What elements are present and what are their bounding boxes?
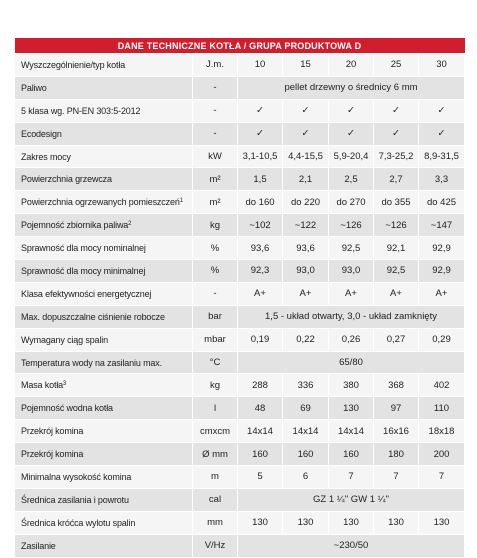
- row-unit: mm: [193, 511, 238, 534]
- row-value: do 270: [329, 191, 374, 214]
- row-value: A+: [238, 282, 283, 305]
- row-value: 69: [283, 397, 329, 420]
- row-label-text: Średnica zasilania i powrotu: [21, 494, 129, 505]
- row-value: 0,22: [283, 328, 329, 351]
- row-value: 3,3: [419, 168, 465, 191]
- row-unit: bar: [193, 305, 238, 328]
- row-value: ✓: [283, 99, 329, 122]
- row-value: 180: [374, 443, 419, 466]
- row-shared-value: 65/80: [238, 351, 465, 374]
- row-label-text: Klasa efektywności energetycznej: [21, 288, 152, 299]
- row-value: ✓: [419, 99, 465, 122]
- row-value: 4,4-15,5: [283, 145, 329, 168]
- row-unit: kg: [193, 374, 238, 397]
- row-value: 14x14: [283, 420, 329, 443]
- row-label-text: Ecodesign: [21, 128, 62, 139]
- row-label-text: Wymagany ciąg spalin: [21, 334, 108, 345]
- row-value: ✓: [283, 122, 329, 145]
- row-value: 16x16: [374, 420, 419, 443]
- row-label: [15, 397, 193, 420]
- row-label: [15, 534, 193, 557]
- row-label: [15, 122, 193, 145]
- row-label: [15, 237, 193, 260]
- row-value: 5: [238, 466, 283, 489]
- table-row: [15, 466, 465, 489]
- row-value: 2,7: [374, 168, 419, 191]
- table-row: [15, 511, 465, 534]
- row-value: 7: [329, 466, 374, 489]
- row-value: 2,5: [329, 168, 374, 191]
- row-value: 30: [419, 54, 465, 77]
- row-value: 48: [238, 397, 283, 420]
- row-unit: °C: [193, 351, 238, 374]
- table-row: [15, 122, 465, 145]
- row-value: 92,9: [419, 260, 465, 283]
- row-unit: %: [193, 237, 238, 260]
- row-value: 15: [283, 54, 329, 77]
- row-label: [15, 420, 193, 443]
- row-label: [15, 282, 193, 305]
- row-value: 93,6: [283, 237, 329, 260]
- row-label-text: Przekrój komina: [21, 449, 84, 460]
- table-row: [15, 282, 465, 305]
- row-value: 130: [329, 397, 374, 420]
- row-value: 160: [329, 443, 374, 466]
- row-shared-value: 1,5 - układ otwarty, 3,0 - układ zamknięty: [238, 305, 465, 328]
- row-value: 336: [283, 374, 329, 397]
- row-value: A+: [374, 282, 419, 305]
- row-value: 92,1: [374, 237, 419, 260]
- row-label: [15, 511, 193, 534]
- row-value: 7,3-25,2: [374, 145, 419, 168]
- row-value: 92,9: [419, 237, 465, 260]
- row-unit: Ø mm: [193, 443, 238, 466]
- technical-data-sheet: [14, 38, 464, 558]
- row-label-text: Sprawność dla mocy minimalnej: [21, 265, 146, 276]
- row-unit: kg: [193, 214, 238, 237]
- row-value: ✓: [419, 122, 465, 145]
- row-value: 92,5: [329, 237, 374, 260]
- row-value: ~102: [238, 214, 283, 237]
- row-unit: %: [193, 260, 238, 283]
- row-label-text: Paliwo: [21, 82, 47, 93]
- row-value: 0,29: [419, 328, 465, 351]
- row-value: ~126: [374, 214, 419, 237]
- row-value: do 425: [419, 191, 465, 214]
- row-value: 368: [374, 374, 419, 397]
- row-label-text: Powierzchnia grzewcza: [21, 174, 112, 185]
- row-value: 25: [374, 54, 419, 77]
- row-label-text: Zasilanie: [21, 540, 56, 551]
- row-label-text: Sprawność dla mocy nominalnej: [21, 243, 146, 254]
- table-row: [15, 374, 465, 397]
- row-value: A+: [419, 282, 465, 305]
- row-label: [15, 488, 193, 511]
- row-label-text: Masa kotła: [21, 380, 64, 391]
- table-row: [15, 351, 465, 374]
- row-value: 93,0: [329, 260, 374, 283]
- row-value: 0,27: [374, 328, 419, 351]
- row-unit: kW: [193, 145, 238, 168]
- row-shared-value: GZ 1 ¼" GW 1 ¼": [238, 488, 465, 511]
- row-unit: m²: [193, 191, 238, 214]
- row-label: [15, 351, 193, 374]
- row-label-text: Wyszczególnienie/typ kotła: [21, 59, 126, 70]
- row-label: [15, 168, 193, 191]
- row-label: [15, 54, 193, 77]
- row-value: 200: [419, 443, 465, 466]
- table-row: [15, 534, 465, 557]
- row-value: 288: [238, 374, 283, 397]
- row-label: [15, 466, 193, 489]
- row-unit: m²: [193, 168, 238, 191]
- row-value: 130: [374, 511, 419, 534]
- row-value: 130: [329, 511, 374, 534]
- row-unit: J.m.: [193, 54, 238, 77]
- row-value: 0,26: [329, 328, 374, 351]
- row-value: 5,9-20,4: [329, 145, 374, 168]
- row-value: A+: [283, 282, 329, 305]
- row-value: 402: [419, 374, 465, 397]
- row-value: 7: [419, 466, 465, 489]
- table-row: [15, 99, 465, 122]
- row-unit: cal: [193, 488, 238, 511]
- row-label-text: Zakres mocy: [21, 151, 71, 162]
- row-label-text: Powierzchnia ogrzewanych pomieszczeń: [21, 197, 180, 208]
- row-value: 160: [283, 443, 329, 466]
- table-row: [15, 328, 465, 351]
- row-value: 6: [283, 466, 329, 489]
- row-unit: -: [193, 99, 238, 122]
- row-value: 14x14: [238, 420, 283, 443]
- row-value: do 220: [283, 191, 329, 214]
- row-value: 18x18: [419, 420, 465, 443]
- table-row: [15, 54, 465, 77]
- row-shared-value: ~230/50: [238, 534, 465, 557]
- row-value: 130: [283, 511, 329, 534]
- row-value: A+: [329, 282, 374, 305]
- row-value: 130: [238, 511, 283, 534]
- table-row: [15, 168, 465, 191]
- row-label: [15, 191, 193, 214]
- row-label-text: Pojemność wodna kotła: [21, 403, 113, 414]
- row-value: ✓: [374, 122, 419, 145]
- row-value: do 160: [238, 191, 283, 214]
- row-value: ✓: [329, 122, 374, 145]
- table-row: [15, 191, 465, 214]
- footnote-marker: 1: [179, 198, 183, 205]
- row-value: 160: [238, 443, 283, 466]
- row-value: 380: [329, 374, 374, 397]
- table-row: [15, 488, 465, 511]
- row-value: 97: [374, 397, 419, 420]
- row-label: [15, 214, 193, 237]
- row-label: [15, 305, 193, 328]
- row-label: [15, 374, 193, 397]
- row-unit: -: [193, 282, 238, 305]
- row-value: 20: [329, 54, 374, 77]
- row-value: 92,3: [238, 260, 283, 283]
- row-value: 130: [419, 511, 465, 534]
- table-row: [15, 214, 465, 237]
- row-value: 110: [419, 397, 465, 420]
- row-value: 93,0: [283, 260, 329, 283]
- table-title: DANE TECHNICZNE KOTŁA / GRUPA PRODUKTOWA D: [15, 38, 465, 54]
- row-value: ✓: [238, 122, 283, 145]
- row-label: [15, 443, 193, 466]
- row-label-text: 5 klasa wg. PN-EN 303:5-2012: [21, 105, 141, 116]
- row-value: 93,6: [238, 237, 283, 260]
- table-row: [15, 305, 465, 328]
- table-row: [15, 443, 465, 466]
- table-row: [15, 397, 465, 420]
- row-label: [15, 328, 193, 351]
- row-value: 8,9-31,5: [419, 145, 465, 168]
- row-label-text: Przekrój komina: [21, 426, 84, 437]
- row-value: ~122: [283, 214, 329, 237]
- row-label: [15, 145, 193, 168]
- row-label: [15, 99, 193, 122]
- row-value: ✓: [374, 99, 419, 122]
- technical-data-table: [14, 38, 465, 558]
- row-unit: cmxcm: [193, 420, 238, 443]
- row-label-text: Pojemność zbiornika paliwa: [21, 220, 129, 231]
- row-value: 92,5: [374, 260, 419, 283]
- table-row: [15, 420, 465, 443]
- table-body: [15, 54, 465, 558]
- row-unit: m: [193, 466, 238, 489]
- row-label-text: Średnica króćca wylotu spalin: [21, 517, 136, 528]
- row-value: 10: [238, 54, 283, 77]
- table-row: [15, 76, 465, 99]
- row-value: ~147: [419, 214, 465, 237]
- row-label-text: Temperatura wody na zasilaniu max.: [21, 357, 162, 368]
- row-shared-value: pellet drzewny o średnicy 6 mm: [238, 76, 465, 99]
- table-row: [15, 260, 465, 283]
- row-value: do 355: [374, 191, 419, 214]
- row-unit: mbar: [193, 328, 238, 351]
- row-value: 3,1-10,5: [238, 145, 283, 168]
- row-unit: -: [193, 122, 238, 145]
- row-label: [15, 76, 193, 99]
- row-label-text: Minimalna wysokość komina: [21, 471, 132, 482]
- row-value: 1,5: [238, 168, 283, 191]
- row-unit: -: [193, 76, 238, 99]
- row-value: 14x14: [329, 420, 374, 443]
- table-row: [15, 145, 465, 168]
- row-label: [15, 260, 193, 283]
- row-value: 0,19: [238, 328, 283, 351]
- footnote-marker: 2: [128, 221, 132, 228]
- row-value: ~126: [329, 214, 374, 237]
- row-unit: l: [193, 397, 238, 420]
- table-row: [15, 237, 465, 260]
- row-unit: V/Hz: [193, 534, 238, 557]
- row-value: 2,1: [283, 168, 329, 191]
- row-value: 7: [374, 466, 419, 489]
- footnote-marker: 3: [63, 381, 67, 388]
- row-value: ✓: [329, 99, 374, 122]
- row-value: ✓: [238, 99, 283, 122]
- row-label-text: Max. dopuszczalne ciśnienie robocze: [21, 311, 165, 322]
